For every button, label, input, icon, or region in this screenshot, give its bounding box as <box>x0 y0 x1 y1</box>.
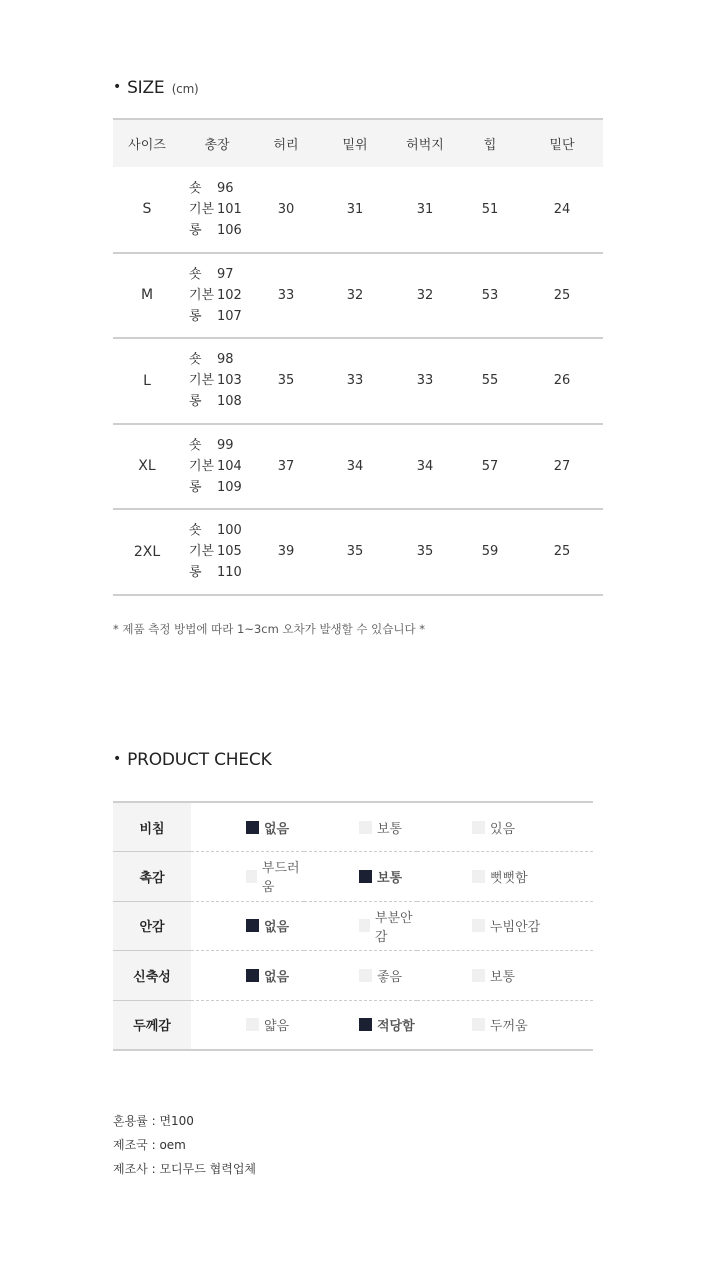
check-category: 안감 <box>113 901 191 951</box>
check-option <box>191 951 304 1001</box>
check-option <box>304 802 417 852</box>
rise-value: 35 <box>319 509 391 595</box>
unchecked-box-icon <box>246 1018 259 1031</box>
length-value: 97 <box>217 266 234 282</box>
check-option-label: 부드러움 <box>261 861 300 896</box>
unchecked-box-icon <box>472 870 485 883</box>
length-values <box>181 509 253 595</box>
checked-box-icon <box>359 1018 372 1031</box>
header-rise: 밑위 <box>319 119 391 167</box>
check-option <box>191 852 304 902</box>
check-row <box>113 1000 593 1050</box>
unchecked-box-icon <box>472 821 485 834</box>
check-row <box>113 951 593 1001</box>
hem-value: 26 <box>521 338 603 424</box>
thigh-value: 32 <box>391 253 459 339</box>
hip-value: 57 <box>459 424 521 510</box>
size-name: 2XL <box>113 509 181 595</box>
length-label: 롱 <box>189 479 202 495</box>
length-label: 기본 <box>189 287 215 303</box>
length-value: 98 <box>217 352 234 368</box>
hip-value: 51 <box>459 167 521 253</box>
check-option-label: 보통 <box>377 821 403 837</box>
check-option-label: 두꺼움 <box>490 1019 528 1034</box>
hip-value: 55 <box>459 338 521 424</box>
length-label: 기본 <box>189 458 215 474</box>
header-size: 사이즈 <box>113 119 181 167</box>
hem-value: 25 <box>521 509 603 595</box>
header-hip: 힙 <box>459 119 521 167</box>
length-label: 숏 <box>189 352 202 368</box>
size-table-header <box>113 119 603 167</box>
length-value: 107 <box>217 308 242 324</box>
check-option <box>304 951 417 1001</box>
length-label: 롱 <box>189 308 202 324</box>
size-row <box>113 253 603 339</box>
checked-box-icon <box>246 821 259 834</box>
length-label: 숏 <box>189 266 202 282</box>
size-name: M <box>113 253 181 339</box>
check-row <box>113 901 593 951</box>
check-section-title <box>113 750 272 770</box>
header-hem: 밑단 <box>521 119 603 167</box>
length-values <box>181 167 253 253</box>
check-option <box>191 1000 304 1050</box>
hem-value: 27 <box>521 424 603 510</box>
checked-box-icon <box>246 969 259 982</box>
check-option <box>417 802 593 852</box>
length-value: 100 <box>217 523 242 539</box>
size-name: L <box>113 338 181 424</box>
length-line <box>189 370 245 391</box>
check-option-label: 뻣뻣함 <box>490 870 528 886</box>
check-row <box>113 802 593 852</box>
length-value: 101 <box>217 201 242 217</box>
thigh-value: 35 <box>391 509 459 595</box>
length-line <box>189 477 245 498</box>
check-option <box>191 901 304 951</box>
length-label: 롱 <box>189 222 202 238</box>
check-option <box>417 951 593 1001</box>
checked-box-icon <box>359 870 372 883</box>
hip-value: 59 <box>459 509 521 595</box>
check-title: PRODUCT CHECK <box>127 750 272 770</box>
header-thigh: 허벅지 <box>391 119 459 167</box>
size-name: S <box>113 167 181 253</box>
check-category: 촉감 <box>113 852 191 902</box>
check-option-label: 얇음 <box>264 1019 290 1034</box>
unchecked-box-icon <box>246 870 257 883</box>
unchecked-box-icon <box>359 969 372 982</box>
length-line <box>189 178 245 199</box>
unchecked-box-icon <box>359 821 372 834</box>
check-option <box>304 852 417 902</box>
length-line <box>189 456 245 477</box>
size-section-title <box>113 78 199 98</box>
length-label: 롱 <box>189 565 202 581</box>
length-line <box>189 220 245 241</box>
thigh-value: 31 <box>391 167 459 253</box>
bullet: • <box>113 79 122 95</box>
length-value: 102 <box>217 287 242 303</box>
check-row <box>113 852 593 902</box>
check-option-label: 부분안감 <box>374 910 413 945</box>
check-option-label: 있음 <box>490 821 516 837</box>
check-option-label: 없음 <box>264 969 290 985</box>
product-info <box>113 1109 256 1181</box>
length-value: 99 <box>217 437 234 453</box>
thigh-value: 34 <box>391 424 459 510</box>
waist-value: 33 <box>253 253 319 339</box>
length-label: 숏 <box>189 180 202 196</box>
length-line <box>189 435 245 456</box>
check-option-label: 없음 <box>264 920 290 936</box>
check-option <box>191 802 304 852</box>
length-value: 96 <box>217 180 234 196</box>
hem-value: 24 <box>521 167 603 253</box>
header-waist: 허리 <box>253 119 319 167</box>
length-line <box>189 520 245 541</box>
check-option-label: 누빔안감 <box>490 920 541 936</box>
check-option-label: 보통 <box>377 870 403 886</box>
size-name: XL <box>113 424 181 510</box>
measurement-note: * 제품 측정 방법에 따라 1~3cm 오차가 발생할 수 있습니다 * <box>113 622 426 636</box>
check-option-label: 없음 <box>264 821 290 837</box>
rise-value: 32 <box>319 253 391 339</box>
size-row <box>113 338 603 424</box>
hem-value: 25 <box>521 253 603 339</box>
length-line <box>189 541 245 562</box>
size-table <box>113 118 603 596</box>
length-line <box>189 199 245 220</box>
check-option-label: 적당함 <box>377 1019 415 1034</box>
country-of-origin: 제조국 : oem <box>113 1138 186 1152</box>
check-option <box>417 852 593 902</box>
length-value: 104 <box>217 458 242 474</box>
length-line <box>189 562 245 583</box>
size-row <box>113 424 603 510</box>
size-title: SIZE <box>127 78 165 98</box>
waist-value: 35 <box>253 338 319 424</box>
length-label: 숏 <box>189 523 202 539</box>
waist-value: 30 <box>253 167 319 253</box>
waist-value: 39 <box>253 509 319 595</box>
check-option <box>417 1000 593 1050</box>
rise-value: 31 <box>319 167 391 253</box>
product-check-table <box>113 801 593 1051</box>
check-option <box>417 901 593 951</box>
check-option-label: 보통 <box>490 969 516 985</box>
header-length: 총장 <box>181 119 253 167</box>
unchecked-box-icon <box>472 919 485 932</box>
length-label: 기본 <box>189 373 215 389</box>
length-value: 109 <box>217 479 242 495</box>
length-label: 기본 <box>189 544 215 560</box>
rise-value: 34 <box>319 424 391 510</box>
check-category: 두께감 <box>113 1000 191 1050</box>
hip-value: 53 <box>459 253 521 339</box>
length-value: 103 <box>217 373 242 389</box>
unchecked-box-icon <box>359 919 370 932</box>
unchecked-box-icon <box>472 969 485 982</box>
size-row <box>113 509 603 595</box>
check-option <box>304 901 417 951</box>
thigh-value: 33 <box>391 338 459 424</box>
length-label: 숏 <box>189 437 202 453</box>
rise-value: 33 <box>319 338 391 424</box>
length-line <box>189 306 245 327</box>
length-line <box>189 285 245 306</box>
length-values <box>181 338 253 424</box>
checked-box-icon <box>246 919 259 932</box>
size-unit: (cm) <box>171 82 199 96</box>
check-category: 비침 <box>113 802 191 852</box>
composition: 혼용률 : 면100 <box>113 1114 194 1128</box>
length-value: 106 <box>217 222 242 238</box>
check-category: 신축성 <box>113 951 191 1001</box>
length-value: 108 <box>217 394 242 410</box>
check-option <box>304 1000 417 1050</box>
length-label: 롱 <box>189 394 202 410</box>
manufacturer: 제조사 : 모디무드 협력업체 <box>113 1162 256 1176</box>
length-values <box>181 253 253 339</box>
check-option-label: 좋음 <box>377 969 403 985</box>
bullet: • <box>113 751 122 767</box>
length-values <box>181 424 253 510</box>
length-value: 110 <box>217 565 242 581</box>
waist-value: 37 <box>253 424 319 510</box>
length-line <box>189 349 245 370</box>
length-value: 105 <box>217 544 242 560</box>
unchecked-box-icon <box>472 1018 485 1031</box>
size-row <box>113 167 603 253</box>
length-line <box>189 391 245 412</box>
length-label: 기본 <box>189 201 215 217</box>
length-line <box>189 264 245 285</box>
